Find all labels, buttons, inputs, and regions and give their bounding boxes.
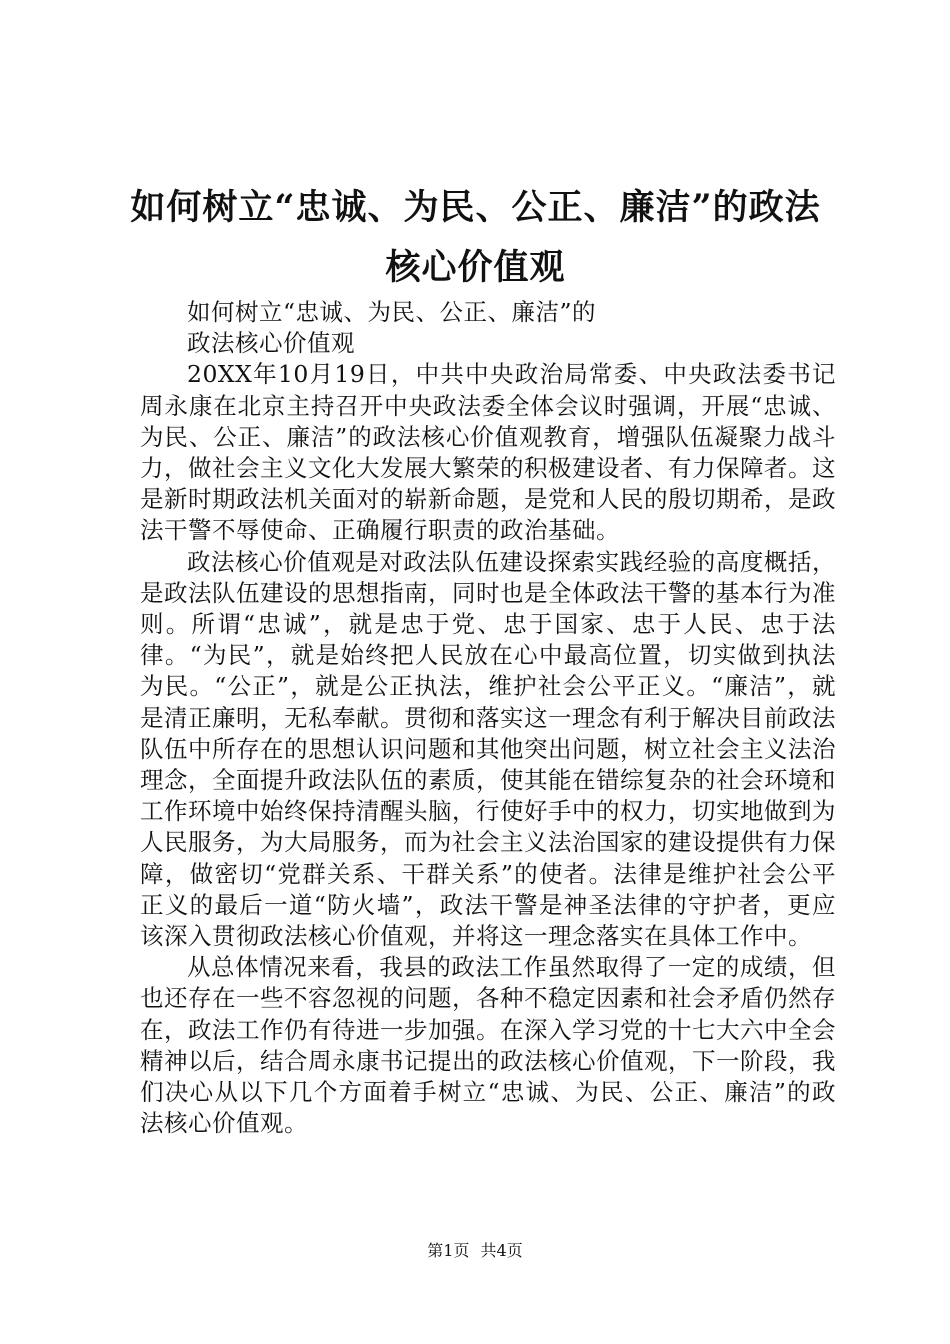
paragraph-2: 政法核心价值观是对政法队伍建设探索实践经验的高度概括，是政法队伍建设的思想指南，同时也是全体政法干警的基本行为准则。所谓“忠诚”，就是忠于党、忠于国家、忠于人民、忠于法律。“为民”，就是始终把人民放在心中最高位置，切实做到执法为民。“公正”，就是公正执法，维护社会公平正义。“廉洁”，就是清正廉明，无私奉献。贯彻和落实这一理念有利于解决目前政法队伍中所存在的思想认识问题和其他突出问题，树立社会主义法治理念，全面提升政法队伍的素质，使其能在错综复杂的社会环境和工作环境中始终保持清醒头脑，行使好手中的权力，切实地做到为人民服务，为大局服务，而为社会主义法治国家的建设提供有力保障，做密切“党群关系、干群关系”的使者。法律是维护社会公平正义的最后一道“防火墙”，政法干警是神圣法律的守护者，更应该深入贯彻政法核心价值观，并将这一理念落实在具体工作中。 xyxy=(140,547,836,951)
document-body xyxy=(140,297,836,1139)
page-number: 第1页 xyxy=(427,1241,470,1260)
page-footer xyxy=(0,1243,950,1259)
paragraph-1: 20XX年10月19日，中共中央政治局常委、中央政法委书记周永康在北京主持召开中央政法委全体会议时强调，开展“忠诚、为民、公正、廉洁”的政法核心价值观教育，增强队伍凝聚力战斗力，做社会主义文化大发展大繁荣的积极建设者、有力保障者。这是新时期政法机关面对的崭新命题，是党和人民的殷切期希，是政法干警不辱使命、正确履行职责的政治基础。 xyxy=(140,360,836,545)
document-title-line-2: 核心价值观 xyxy=(385,247,566,288)
page-total: 共4页 xyxy=(480,1241,523,1260)
paragraph-3: 从总体情况来看，我县的政法工作虽然取得了一定的成绩，但也还存在一些不容忽视的问题，各种不稳定因素和社会矛盾仍然存在，政法工作仍有待进一步加强。在深入学习党的十七大六中全会精神以后，结合周永康书记提出的政法核心价值观，下一阶段，我们决心从以下几个方面着手树立“忠诚、为民、公正、廉洁”的政法核心价值观。 xyxy=(140,953,836,1138)
document-title-line-1: 如何树立“忠诚、为民、公正、廉洁”的政法 xyxy=(130,187,821,228)
subtitle-line-2: 政法核心价值观 xyxy=(187,329,355,358)
subtitle-line-1: 如何树立“忠诚、为民、公正、廉洁”的 xyxy=(187,298,597,326)
